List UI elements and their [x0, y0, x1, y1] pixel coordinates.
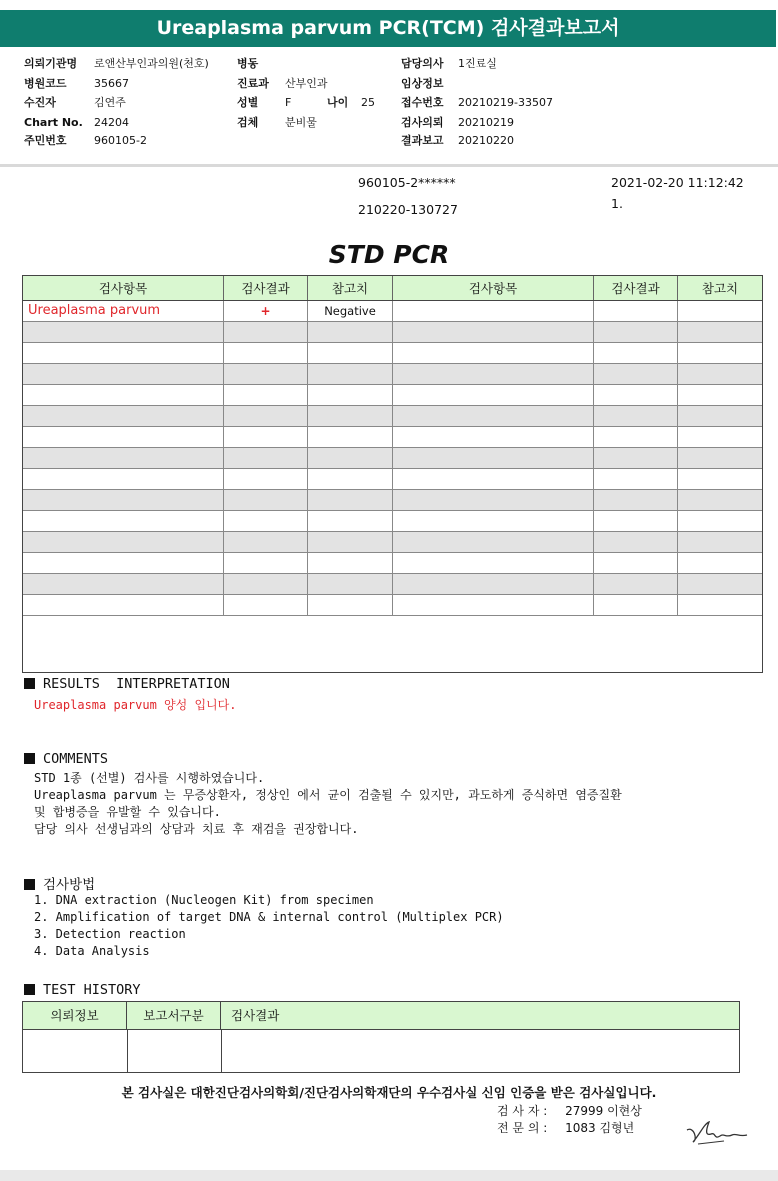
info-institution: 의뢰기관명 로앤산부인과의원(천호)	[24, 57, 209, 70]
table-cell	[678, 553, 762, 573]
table-cell	[224, 490, 308, 510]
test-result-value: +	[224, 301, 308, 321]
table-cell	[308, 490, 393, 510]
interpretation-text: Ureaplasma parvum 양성 입니다.	[34, 698, 237, 712]
table-cell	[594, 343, 678, 363]
bullet-square-icon	[24, 678, 35, 689]
table-cell	[23, 490, 224, 510]
comment-line: Ureaplasma parvum 는 무증상환자, 정상인 에서 균이 검출될 수 있지만, 과도하게 증식하면 염증질환	[34, 788, 622, 802]
table-cell	[23, 406, 224, 426]
table-cell	[23, 448, 224, 468]
col-header-item-1: 검사항목	[23, 276, 224, 300]
history-col-report-type: 보고서구분	[127, 1002, 221, 1029]
table-row	[23, 322, 762, 343]
table-cell	[594, 595, 678, 615]
table-cell	[594, 469, 678, 489]
table-row	[23, 511, 762, 532]
history-heading: TEST HISTORY	[24, 982, 141, 998]
table-cell	[224, 511, 308, 531]
table-cell	[678, 469, 762, 489]
table-cell	[678, 532, 762, 552]
table-cell	[23, 532, 224, 552]
table-cell	[224, 574, 308, 594]
stamp-code: 210220-130727	[358, 202, 458, 217]
table-cell	[594, 532, 678, 552]
table-cell	[393, 385, 594, 405]
table-cell	[308, 322, 393, 342]
table-cell	[678, 343, 762, 363]
info-request-date: 검사의뢰 20210219	[401, 116, 514, 129]
table-cell	[594, 322, 678, 342]
table-cell	[23, 574, 224, 594]
table-cell	[224, 343, 308, 363]
table-cell	[308, 532, 393, 552]
table-cell	[678, 511, 762, 531]
table-cell	[393, 511, 594, 531]
info-patient-name: 수진자 김연주	[24, 96, 126, 109]
table-row	[23, 343, 762, 364]
table-cell	[23, 553, 224, 573]
info-ward: 병동	[237, 57, 259, 70]
tester-line: 검 사 자 : 27999 이현상	[497, 1104, 642, 1118]
results-table	[22, 275, 763, 673]
info-clinical: 임상정보	[401, 77, 444, 90]
table-cell	[393, 322, 594, 342]
table-cell	[678, 406, 762, 426]
table-cell	[23, 322, 224, 342]
table-cell	[594, 553, 678, 573]
comment-line: 담당 의사 선생님과의 상담과 치료 후 재검을 권장합니다.	[34, 822, 359, 836]
table-cell	[308, 427, 393, 447]
table-cell	[393, 490, 594, 510]
table-cell	[393, 574, 594, 594]
info-hospital-code: 병원코드 35667	[24, 77, 129, 90]
history-table	[22, 1001, 740, 1073]
table-cell	[224, 427, 308, 447]
table-cell	[224, 595, 308, 615]
info-resident-no: 주민번호 960105-2	[24, 134, 147, 147]
history-col-result: 검사결과	[231, 1008, 280, 1023]
table-cell	[308, 469, 393, 489]
table-row	[23, 490, 762, 511]
table-cell	[224, 553, 308, 573]
test-item-name: Ureaplasma parvum	[23, 301, 224, 321]
table-cell	[308, 406, 393, 426]
table-cell	[23, 364, 224, 384]
table-cell	[23, 511, 224, 531]
table-cell	[393, 406, 594, 426]
info-age: 나이 25	[327, 96, 375, 109]
history-col-request: 의뢰정보	[23, 1002, 127, 1029]
table-cell	[678, 427, 762, 447]
table-cell	[23, 595, 224, 615]
table-cell	[308, 553, 393, 573]
signature-image	[684, 1114, 750, 1146]
method-step: 1. DNA extraction (Nucleogen Kit) from specimen	[34, 893, 374, 907]
info-department: 진료과 산부인과	[237, 77, 328, 90]
table-cell	[224, 364, 308, 384]
table-cell	[678, 595, 762, 615]
table-cell	[678, 490, 762, 510]
table-cell	[224, 469, 308, 489]
table-row	[23, 301, 762, 322]
info-chart-no: Chart No. 24204	[24, 116, 129, 129]
table-cell	[224, 406, 308, 426]
bullet-square-icon	[24, 879, 35, 890]
table-cell	[23, 427, 224, 447]
table-cell	[678, 385, 762, 405]
bullet-square-icon	[24, 753, 35, 764]
table-cell	[308, 364, 393, 384]
table-cell	[594, 490, 678, 510]
table-cell	[308, 448, 393, 468]
table-cell	[594, 427, 678, 447]
table-row	[23, 595, 762, 616]
table-cell	[224, 532, 308, 552]
table-row	[23, 364, 762, 385]
col-header-reference-2: 참고치	[701, 281, 739, 296]
table-cell	[594, 301, 678, 321]
table-cell	[393, 595, 594, 615]
table-cell	[224, 385, 308, 405]
info-receipt-no: 접수번호 20210219-33507	[401, 96, 553, 109]
info-divider	[0, 164, 778, 167]
comments-heading: COMMENTS	[24, 751, 108, 767]
table-cell	[678, 301, 762, 321]
table-cell	[23, 385, 224, 405]
table-cell	[678, 448, 762, 468]
table-cell	[678, 364, 762, 384]
history-table-header	[23, 1002, 739, 1030]
doctor-line: 전 문 의 : 1083 김형년	[497, 1121, 635, 1135]
stamp-datetime: 2021-02-20 11:12:42	[611, 175, 744, 190]
table-cell	[308, 574, 393, 594]
table-row	[23, 427, 762, 448]
table-cell	[594, 511, 678, 531]
info-specimen: 검체 분비물	[237, 116, 317, 129]
stamp-id: 960105-2******	[358, 175, 456, 190]
accreditation-note: 본 검사실은 대한진단검사의학회/진단검사의학재단의 우수검사실 신임 인증을 받은 검사실입니다.	[121, 1085, 657, 1100]
bullet-square-icon	[24, 984, 35, 995]
comment-line: STD 1종 (선별) 검사를 시행하였습니다.	[34, 771, 265, 785]
table-cell	[594, 364, 678, 384]
page-bottom-bar	[0, 1170, 778, 1181]
method-heading: 검사방법	[24, 873, 95, 893]
table-row	[23, 469, 762, 490]
table-row	[23, 448, 762, 469]
table-cell	[224, 448, 308, 468]
method-step: 3. Detection reaction	[34, 927, 186, 941]
table-cell	[594, 385, 678, 405]
table-cell	[393, 301, 594, 321]
info-report-date: 결과보고 20210220	[401, 134, 514, 147]
report-title-bar	[0, 10, 776, 47]
table-cell	[23, 469, 224, 489]
table-cell	[594, 406, 678, 426]
table-cell	[23, 343, 224, 363]
table-cell	[393, 343, 594, 363]
table-cell	[393, 448, 594, 468]
table-cell	[594, 574, 678, 594]
table-row	[23, 385, 762, 406]
col-header-result-2: 검사결과	[594, 276, 678, 300]
table-cell	[308, 595, 393, 615]
test-reference-value: Negative	[308, 301, 393, 321]
table-cell	[393, 532, 594, 552]
table-cell	[308, 511, 393, 531]
table-cell	[308, 343, 393, 363]
table-cell	[678, 322, 762, 342]
results-table-header	[23, 276, 762, 301]
col-header-item-2: 검사항목	[393, 276, 594, 300]
report-title: Ureaplasma parvum PCR(TCM) 검사결과보고서	[156, 17, 620, 39]
section-title-std-pcr: STD PCR	[328, 240, 450, 269]
table-cell	[308, 385, 393, 405]
table-row	[23, 574, 762, 595]
table-cell	[678, 574, 762, 594]
method-step: 4. Data Analysis	[34, 944, 150, 958]
col-header-reference-1: 참고치	[308, 276, 393, 300]
col-header-result-1: 검사결과	[224, 276, 308, 300]
table-cell	[224, 322, 308, 342]
interpretation-heading: RESULTS INTERPRETATION	[24, 676, 230, 692]
table-cell	[393, 364, 594, 384]
history-divider	[221, 1030, 222, 1072]
table-row	[23, 406, 762, 427]
comment-line: 및 합병증을 유발할 수 있습니다.	[34, 805, 221, 819]
table-cell	[594, 448, 678, 468]
table-cell	[393, 427, 594, 447]
info-sex: 성별 F	[237, 96, 292, 109]
table-row	[23, 532, 762, 553]
info-doctor: 담당의사 1진료실	[401, 57, 497, 70]
patient-info-block	[0, 52, 778, 162]
history-divider	[127, 1030, 128, 1072]
table-cell	[393, 469, 594, 489]
stamp-page: 1.	[611, 196, 623, 211]
method-step: 2. Amplification of target DNA & internal control (Multiplex PCR)	[34, 910, 504, 924]
table-row	[23, 553, 762, 574]
table-cell	[393, 553, 594, 573]
